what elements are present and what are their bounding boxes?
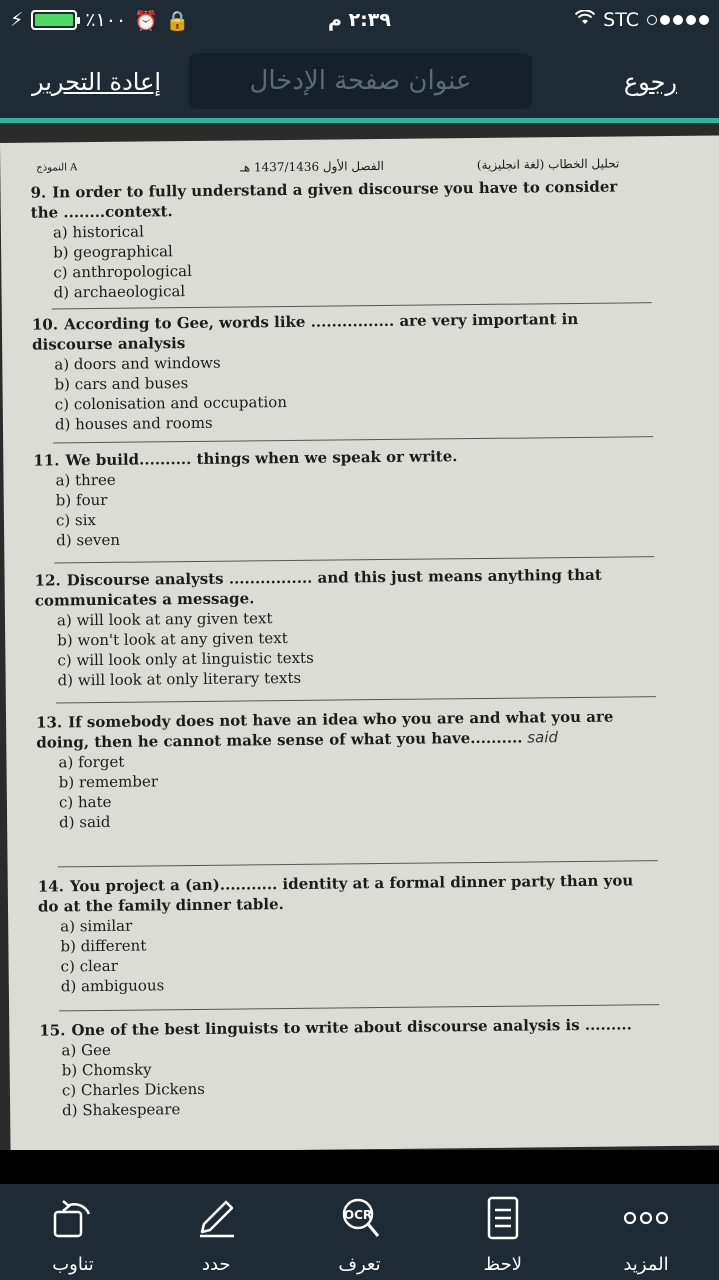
rotate-icon — [47, 1192, 99, 1244]
question-number: 14. — [37, 877, 64, 896]
question-number: 12. — [34, 571, 61, 590]
exam-form: النموذج A — [36, 162, 78, 174]
option-c: c) clear — [60, 956, 118, 976]
battery-icon — [31, 10, 77, 30]
ocr-button[interactable] — [305, 1184, 415, 1280]
option-d: d) said — [59, 812, 111, 832]
question-stem: We build.......... things when we speak or write. — [65, 447, 458, 470]
option-a: a) forget — [58, 752, 125, 772]
nav-bar — [0, 40, 719, 120]
option-a: a) doors and windows — [54, 353, 221, 374]
question-14 — [38, 870, 639, 996]
note-icon — [477, 1192, 529, 1244]
rotate-button[interactable] — [18, 1184, 128, 1280]
option-d: d) ambiguous — [60, 976, 165, 996]
option-c: c) anthropological — [53, 261, 192, 282]
handwritten-answer: said — [527, 728, 559, 747]
question-stem: Discourse analysts ................ and this just means anything that communicates a message. — [34, 565, 602, 610]
question-stem: One of the best linguists to write about discourse analysis is ......... — [71, 1015, 632, 1040]
select-button[interactable] — [161, 1184, 271, 1280]
more-button[interactable] — [591, 1184, 701, 1280]
option-d: d) Shakespeare — [62, 1100, 181, 1120]
status-bar — [0, 0, 719, 40]
document-view[interactable] — [0, 123, 719, 1150]
option-c: c) hate — [58, 792, 112, 812]
option-a: a) will look at any given text — [56, 609, 273, 630]
option-b: b) Chomsky — [61, 1060, 152, 1080]
option-b: b) cars and buses — [54, 374, 189, 394]
option-b: b) won't look at any given text — [57, 629, 288, 650]
question-number: 9. — [30, 183, 47, 202]
divider — [59, 1004, 659, 1011]
option-d: d) seven — [56, 530, 121, 550]
option-c: c) colonisation and occupation — [54, 393, 288, 414]
rotation-lock-icon: 🔒 — [165, 9, 190, 32]
option-c: c) will look only at linguistic texts — [57, 648, 314, 670]
divider — [56, 696, 656, 703]
question-13 — [36, 706, 637, 832]
charging-icon: ⚡ — [10, 9, 24, 31]
status-right — [575, 9, 709, 31]
question-9 — [30, 176, 631, 302]
status-left — [10, 9, 190, 32]
bottom-spacer — [0, 1150, 719, 1184]
question-stem: According to Gee, words like ................ are very important in discourse analysis — [32, 309, 579, 354]
battery-percent: ٪١٠٠ — [85, 9, 127, 31]
option-d: d) will look at only literary texts — [57, 668, 302, 690]
divider — [54, 556, 654, 563]
more-label: المزيد — [623, 1254, 669, 1275]
option-d: d) archaeological — [53, 282, 186, 302]
status-time: ٢:٣٩ م — [328, 9, 391, 31]
question-stem: You project a (an)........... identity at a formal dinner party than you do at the family dinner table. — [37, 871, 634, 916]
question-12 — [34, 564, 635, 690]
option-c: c) Charles Dickens — [61, 1079, 205, 1100]
question-15 — [39, 1014, 640, 1120]
option-a: a) Gee — [61, 1040, 111, 1060]
divider — [53, 436, 653, 443]
ocr-label: تعرف — [338, 1254, 381, 1275]
exam-semester: الفصل الأول 1437/1436 هـ — [240, 158, 385, 175]
question-number: 10. — [31, 315, 59, 334]
re-edit-button[interactable]: إعادة التحرير — [32, 68, 162, 96]
rotate-label: تناوب — [52, 1254, 94, 1275]
pencil-icon — [190, 1192, 242, 1244]
option-d: d) houses and rooms — [54, 413, 213, 434]
question-11 — [33, 444, 634, 550]
option-a: a) historical — [52, 222, 144, 242]
question-number: 15. — [39, 1021, 66, 1040]
scanned-page — [0, 135, 719, 1150]
option-a: a) three — [55, 470, 116, 490]
option-b: b) geographical — [53, 242, 173, 262]
question-stem: In order to fully understand a given discourse you have to consider the ........context. — [30, 177, 618, 222]
back-button[interactable]: رجوع — [623, 68, 677, 96]
question-10 — [32, 308, 633, 434]
option-c: c) six — [55, 511, 97, 530]
question-number: 11. — [33, 451, 60, 470]
note-label: لاحظ — [483, 1254, 522, 1275]
option-b: b) remember — [58, 772, 159, 792]
option-b: b) different — [60, 936, 147, 956]
note-button[interactable] — [448, 1184, 558, 1280]
wifi-icon — [575, 9, 595, 31]
question-number: 13. — [35, 713, 63, 732]
carrier-name: STC — [603, 9, 639, 31]
option-b: b) four — [55, 490, 108, 510]
option-a: a) similar — [60, 916, 133, 936]
question-stem: If somebody does not have an idea who you are and what you are doing, then he cannot make sense of what you have.......... — [36, 707, 614, 752]
svg-text:OCR: OCR — [343, 1208, 372, 1222]
alarm-icon: ⏰ — [134, 9, 158, 32]
bottom-toolbar — [0, 1184, 719, 1280]
exam-subject: تحليل الخطاب (لغة انجليزية) — [476, 156, 620, 173]
select-label: حدد — [201, 1254, 231, 1275]
page-title-input[interactable]: عنوان صفحة الإدخال — [189, 53, 532, 109]
ocr-icon — [334, 1192, 386, 1244]
signal-strength-icon — [647, 15, 709, 25]
more-icon — [620, 1192, 672, 1244]
divider — [58, 860, 658, 867]
